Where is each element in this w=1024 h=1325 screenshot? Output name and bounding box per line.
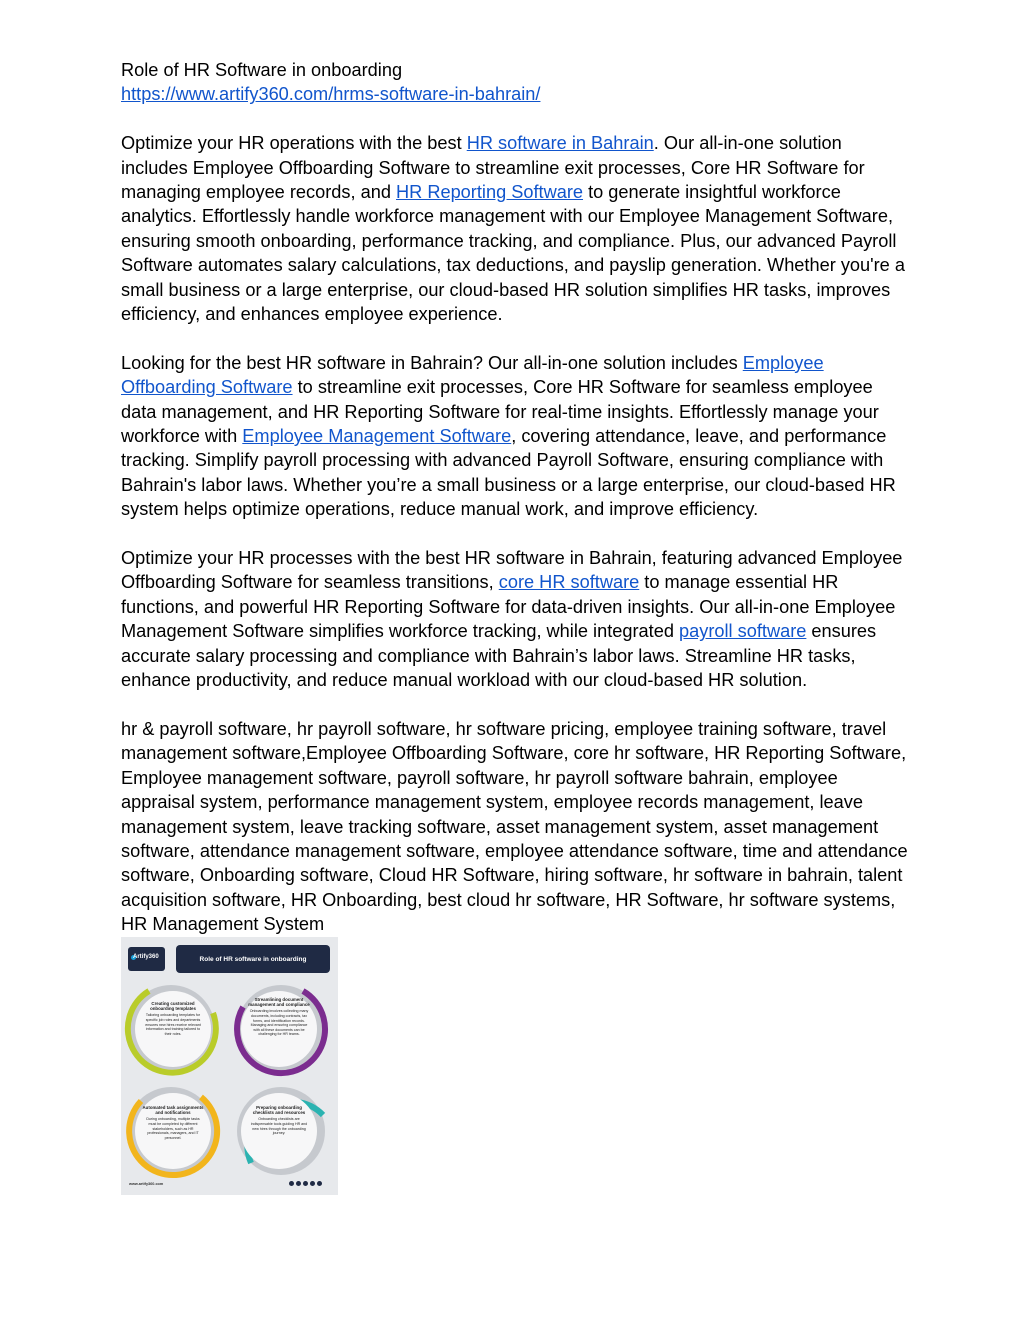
doc-url-link[interactable]: https://www.artify360.com/hrms-software-in-bahrain/ [121, 84, 541, 105]
p2-text-2: to streamline exit processes, Core HR Software for seamless employee data management, and HR Reporting Software for real-time insights. Effortlessly manage your workforce with [121, 377, 879, 447]
p3-text-2: to manage essential HR functions, and powerful HR Reporting Software for data-driven insights. Our all-in-one Employee Management Software simplifies workforce tracking, while integrated [121, 572, 896, 642]
employee-offboarding-link[interactable]: Employee Offboarding Software [121, 352, 824, 398]
keywords-paragraph: hr & payroll software, hr payroll software, hr software pricing, employee training software, travel management software,Employee Offboarding Software, core hr software, HR Reporting Software, Employee management software, payroll software, hr payroll software bahrain, employee appraisal system, performance management system, employee records management, leave management system, leave tracking software, asset management system, asset management software, attendance management software, employee attendance software, time and attendance software, Onboarding software, Cloud HR Software, hiring software, hr software in bahrain, talent acquisition software, HR Onboarding, best cloud hr software, HR Software, hr software systems, HR Management System [121, 718, 908, 935]
instagram-icon [296, 1181, 301, 1186]
card-1-body: Tailoring onboarding templates for specific job roles and departments ensures new hires receive relevant information and training tailored to their roles. [145, 1013, 201, 1036]
p2-text-1: Looking for the best HR software in Bahrain? Our all-in-one solution includes [121, 352, 743, 373]
logo-text: Artify360 [133, 954, 159, 960]
card-2-title: Streamlining document management and compliance [248, 997, 310, 1008]
card-1-title: Creating customized onboarding templates [150, 1001, 196, 1012]
infographic-footer-url: www.artify360.com [129, 1182, 164, 1186]
hr-reporting-software-link[interactable]: HR Reporting Software [396, 182, 584, 203]
facebook-icon [289, 1181, 294, 1186]
p1-text-2: . Our all-in-one solution includes Employee Offboarding Software to streamline exit processes, Core HR Software for managing employee records, and [121, 133, 865, 203]
p2-text-3: , covering attendance, leave, and performance tracking. Simplify payroll processing with advanced Payroll Software, ensuring compliance with Bahrain's labor laws. Whether you’re a small business or a large enterprise, our cloud-based HR system helps optimize operations, reduce manual work, and improve efficiency. [121, 426, 896, 520]
card-4-text [248, 1105, 310, 1136]
card-2-body: Onboarding involves collecting many documents, including contracts, tax forms, and identification records. Managing and ensuring compliance with all these documents can be challenging for HR teams. [249, 1009, 309, 1037]
card-4-title: Preparing onboarding checklists and resources [252, 1105, 306, 1116]
infographic-rings [121, 937, 338, 1195]
paragraph-1 [121, 131, 911, 326]
payroll-software-link[interactable]: payroll software [679, 621, 807, 642]
paragraph-3 [121, 546, 911, 692]
onboarding-infographic [121, 937, 338, 1195]
p1-text-1: Optimize your HR operations with the best [121, 133, 467, 154]
core-hr-software-link[interactable]: core HR software [498, 572, 640, 593]
paragraph-2 [121, 351, 911, 522]
document-body [121, 58, 911, 961]
doc-title: Role of HR Software in onboarding [121, 60, 403, 80]
employee-management-link[interactable]: Employee Management Software [242, 426, 512, 447]
youtube-icon [317, 1181, 322, 1186]
twitter-icon [303, 1181, 308, 1186]
card-2-text [248, 997, 310, 1037]
card-4-body: Onboarding checklists are indispensable tools guiding HR and new hires through the onboarding journey. [250, 1117, 308, 1136]
p3-text-3: ensures accurate salary processing and compliance with Bahrain’s labor laws. Streamline HR tasks, enhance productivity, and reduce manual workload with our cloud-based HR solution. [121, 621, 877, 691]
linkedin-icon [310, 1181, 315, 1186]
card-3-body: During onboarding, multiple tasks must be completed by different stakeholders, such as HR professionals, managers, and IT personnel. [146, 1117, 200, 1140]
header-block [121, 58, 911, 107]
card-3-text [142, 1105, 204, 1140]
hr-software-bahrain-link[interactable]: HR software in Bahrain [466, 133, 654, 154]
card-3-title: Automated task assignments and notifications [142, 1105, 204, 1116]
card-1-text [142, 1001, 204, 1036]
infographic-title: Role of HR software in onboarding [176, 945, 330, 973]
p3-text-1: Optimize your HR processes with the best HR software in Bahrain, featuring advanced Employee Offboarding Software for seamless transitions, [121, 548, 903, 593]
p1-text-3: to generate insightful workforce analytics. Effortlessly handle workforce management with our Employee Management Software, ensuring smooth onboarding, performance tracking, and compliance. Plus, our advanced Payroll Software automates salary calculations, tax deductions, and payslip generation. Whether you're a small business or a large enterprise, our cloud-based HR solution simplifies HR tasks, improves efficiency, and enhances employee experience. [121, 182, 905, 325]
social-icons [289, 1181, 322, 1186]
